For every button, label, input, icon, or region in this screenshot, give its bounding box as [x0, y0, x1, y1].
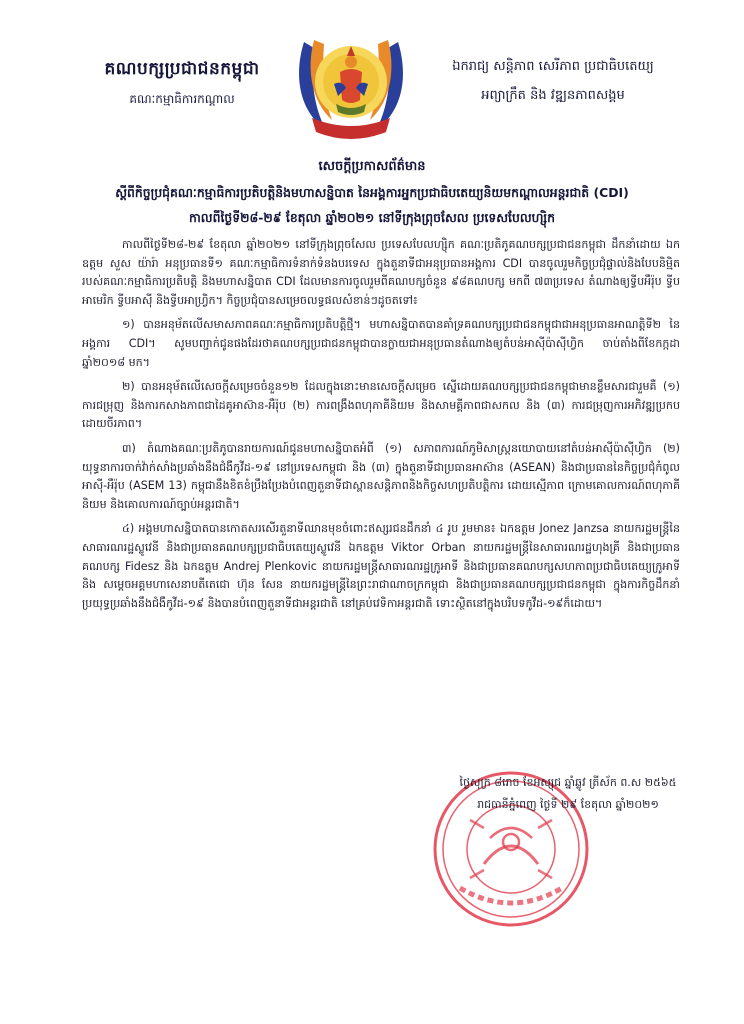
document-subject: ស្តីពីកិច្ចប្រជុំគណៈកម្មាធិការប្រតិបត្តិនិងមហាសន្និបាត នៃអង្គការអ្នកប្រជាធិបតេយ្យនិយមកណ្តាលអន្តរជាតិ (CDI): [115, 185, 629, 200]
committee-name: គណៈកម្មាធិការកណ្តាល: [129, 92, 235, 106]
document-date-location: កាលពីថ្ងៃទី២៨-២៩ ខែតុលា ឆ្នាំ២០២១ នៅទីក្រុងព្រុចសែល ប្រទេសបែលហ្ស៊ិក: [189, 210, 555, 225]
party-name: គណបក្សប្រជាជនកម្ពុជា: [104, 59, 260, 79]
document-type-label: សេចក្តីប្រកាសព័ត៌មាន: [318, 159, 426, 174]
party-logo: [290, 22, 412, 150]
header-right: [418, 58, 688, 106]
national-motto-line-1: ឯករាជ្យ សន្តិភាព សេរីភាព ប្រជាធិបតេយ្យ: [452, 59, 654, 74]
document-title-block: [40, 158, 704, 229]
lunar-date: ថ្ងៃសុក្រ ៨រោច ខែអស្សុជ ឆ្នាំឆ្លូវ ត្រីស័ក ព.ស ២៥៦៥: [459, 776, 677, 789]
document-body: [82, 236, 680, 619]
header-left: [62, 58, 302, 109]
paragraph-intro: កាលពីថ្ងៃទី២៨-២៩ ខែតុលា ឆ្នាំ២០២១ នៅទីក្រុងព្រុចសែល ប្រទេសបែលហ្ស៊ិក គណៈប្រតិភូគណបក្សប្រជាជនកម្ពុជា ដឹកនាំដោយ ឯកឧត្តម សួស យ៉ារ៉ា អនុប្រធានទី១ គណៈកម្មាធិការទំនាក់ទំនងបរទេស ក្នុងតួនាទីជាអនុប្រធានអង្គការ CDI បានចូលរួមកិច្ចប្រជុំផ្ទាល់និងបែបនិម្មិត របស់គណៈកម្មាធិការប្រតិបត្តិ និងមហាសន្និបាត CDI ដែលមានការចូលរួមពីគណបក្សចំនួន ៩៨គណបក្ស មកពី ៧៣ប្រទេស តំណាងឲ្យទ្វីបអឺរ៉ុប ទ្វីបអាមេរិក ទ្វីបអាស៊ី និងទ្វីបអាហ្វ្រិក។ កិច្ចប្រជុំបានសម្រេចលទ្ធផលសំខាន់ៗដូចតទៅ៖: [82, 238, 680, 307]
place-and-date: រាជធានីភ្នំពេញ ថ្ងៃទី ២៩ ខែតុលា ឆ្នាំ២០២១: [477, 798, 659, 811]
national-motto-line-2: អព្យាក្រឹត និង វឌ្ឍនភាពសង្គម: [481, 88, 625, 103]
party-logo-emblem: [290, 22, 412, 150]
paragraph-point-2: ២) បានអនុម័តលើសេចក្តីសម្រេចចំនួន១២ ដែលក្នុងនោះមានសេចក្តីសម្រេច ស្នើដោយគណបក្សប្រជាជនកម្ពុជាមានខ្លឹមសារជារួមគឺ (១) ការជម្រុញ និងការកសាងភាពជាដៃគូអាស៊ាន-អឺរ៉ុប (២) ការពង្រឹងពហុភាគីនិយម និងសាមគ្គីភាពជាសកល និង (៣) ការជម្រុញការអភិវឌ្ឍប្រកបដោយចីរភាព។: [82, 380, 680, 431]
signature-block: [438, 776, 698, 814]
paragraph-point-1: ១) បានអនុម័តលើសមាសភាពគណៈកម្មាធិការប្រតិបត្តិថ្មី។ មហាសន្និបាតបានគាំទ្រគណបក្សប្រជាជនកម្ពុជាជាអនុប្រធានអាណត្តិទី២ នៃអង្គការ CDI។ សូមបញ្ជាក់ជូនផងដែរថាគណបក្សប្រជាជនកម្ពុជាបានក្លាយជាអនុប្រធានតំណាងឲ្យតំបន់អាស៊ីប៉ាស៊ីហ្វិក ចាប់តាំងពីខែកក្កដា ឆ្នាំ២០១៨ មក។: [82, 318, 680, 369]
paragraph-point-3: ៣) តំណាងគណៈប្រតិភូបានរាយការណ៍ជូនមហាសន្និបាតអំពី (១) សភាពការណ៍ភូមិសាស្ត្រនយោបាយនៅតំបន់អាស៊ីប៉ាស៊ីហ្វិក (២) យុទ្ធនាការចាក់វ៉ាក់សាំងប្រឆាំងនឹងជំងឺកូវីដ-១៩ នៅប្រទេសកម្ពុជា និង (៣) ក្នុងតួនាទីជាប្រធានអាស៊ាន (ASEAN) និងជាប្រធាននៃកិច្ចប្រជុំកំពូលអាស៊ី-អឺរ៉ុប (ASEM 13) កម្ពុជានឹងខិតខំប្រឹងប្រែងបំពេញតួនាទីជាស្ពានសន្តិភាពនិងកិច្ចសហប្រតិបត្តិការ ដោយស្មើភាព ក្រោមគោលការណ៍ពហុភាគីនិយម និងគោលការណ៍ច្បាប់អន្តរជាតិ។: [82, 441, 680, 511]
paragraph-point-4: ៤) អង្គមហាសន្និបាតបានកោតសរសើរតួនាទីឈានមុខចំពោះឥស្សរជនដឹកនាំ ៤ រូប រួមមាន៖ ឯកឧត្តម Jonez Janzsa នាយករដ្ឋមន្ត្រីនៃសាធារណរដ្ឋស្លូវេនី និងជាប្រធានគណបក្សប្រជាធិបតេយ្យស្លូវេនី ឯកឧត្តម Viktor Orban នាយករដ្ឋមន្ត្រីនៃសាធារណរដ្ឋហុងគ្រី និងជាប្រធានគណបក្ស Fidesz និង ឯកឧត្តម Andrej Plenkovic នាយករដ្ឋមន្ត្រីសាធារណរដ្ឋក្រូអាទី និងជាប្រធានគណបក្សសហភាពប្រជាធិបតេយ្យក្រូអាទី និង សម្តេចអគ្គមហាសេនាបតីតេជោ ហ៊ុន សែន នាយករដ្ឋមន្ត្រីនៃព្រះរាជាណាចក្រកម្ពុជា និងជាប្រធានគណបក្សប្រជាជនកម្ពុជា ក្នុងការកិច្ចដឹកនាំប្រយុទ្ធប្រឆាំងនឹងជំងឺកូវីដ-១៩ និងបានបំពេញតួនាទីជាអន្តរជាតិ នៅគ្រប់វេទិកាអន្តរជាតិ ទោះស្ថិតនៅក្នុងបរិបទកូវីដ-១៩ក៏ដោយ។: [82, 522, 680, 610]
